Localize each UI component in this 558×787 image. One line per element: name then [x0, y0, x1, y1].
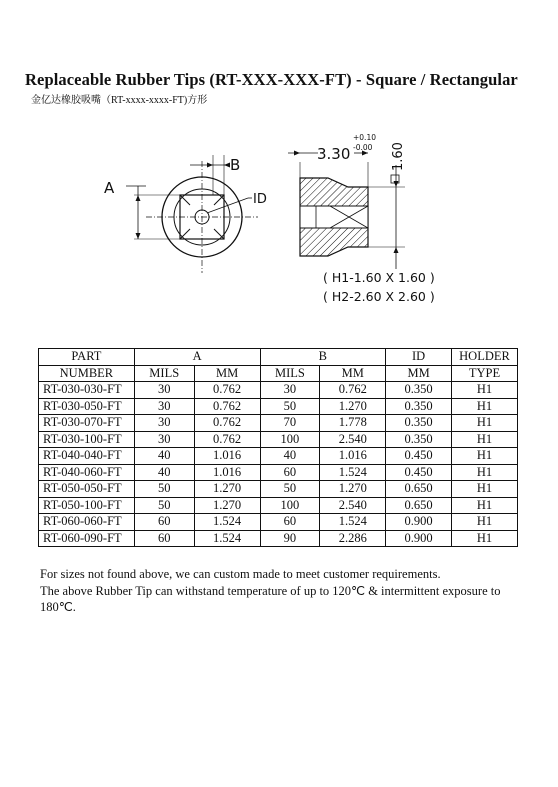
cell-holder-type: H1: [452, 398, 518, 415]
cell-holder-type: H1: [452, 530, 518, 547]
cell-a-mm: 1.270: [194, 481, 260, 498]
cell-b-mm: 1.270: [320, 481, 386, 498]
cell-holder-type: H1: [452, 415, 518, 432]
header-holder: HOLDER: [452, 349, 518, 366]
cell-holder-type: H1: [452, 497, 518, 514]
table-row: [39, 382, 518, 399]
cell-b-mm: 1.778: [320, 415, 386, 432]
table-row: [39, 481, 518, 498]
table-row: [39, 530, 518, 547]
cell-holder-type: H1: [452, 448, 518, 465]
label-id: ID: [253, 192, 267, 207]
tolerance-minus: -0.00: [353, 143, 373, 152]
cell-id-mm: 0.350: [386, 382, 452, 399]
holder-h1: ( H1-1.60 X 1.60 ): [323, 270, 435, 285]
cell-b-mm: 2.540: [320, 497, 386, 514]
header-a: A: [134, 349, 260, 366]
cell-a-mm: 1.016: [194, 448, 260, 465]
cell-b-mm: 2.286: [320, 530, 386, 547]
cell-a-mm: 1.524: [194, 530, 260, 547]
cell-holder-type: H1: [452, 514, 518, 531]
cell-b-mils: 60: [260, 464, 320, 481]
table-subheader-row: [39, 365, 518, 382]
cell-part-number: RT-030-100-FT: [39, 431, 135, 448]
subheader-number: NUMBER: [39, 365, 135, 382]
subheader-a-mm: MM: [194, 365, 260, 382]
subheader-a-mils: MILS: [134, 365, 194, 382]
cell-part-number: RT-040-040-FT: [39, 448, 135, 465]
technical-diagram: [90, 125, 490, 310]
cell-b-mm: 1.524: [320, 514, 386, 531]
cell-id-mm: 0.450: [386, 448, 452, 465]
spec-table: [38, 348, 518, 547]
cell-part-number: RT-030-050-FT: [39, 398, 135, 415]
cell-a-mm: 1.016: [194, 464, 260, 481]
cell-id-mm: 0.900: [386, 514, 452, 531]
square-dimension: 1.60: [391, 142, 406, 171]
table-row: [39, 448, 518, 465]
table-row: [39, 415, 518, 432]
subheader-b-mils: MILS: [260, 365, 320, 382]
cell-id-mm: 0.650: [386, 497, 452, 514]
cell-a-mils: 50: [134, 497, 194, 514]
cell-a-mils: 30: [134, 431, 194, 448]
cell-b-mils: 100: [260, 497, 320, 514]
cell-id-mm: 0.650: [386, 481, 452, 498]
label-b: B: [230, 156, 241, 174]
cell-a-mils: 40: [134, 448, 194, 465]
cell-part-number: RT-030-030-FT: [39, 382, 135, 399]
cell-a-mm: 0.762: [194, 398, 260, 415]
table-body: [39, 382, 518, 547]
cell-a-mils: 30: [134, 398, 194, 415]
subheader-type: TYPE: [452, 365, 518, 382]
header-part: PART: [39, 349, 135, 366]
cell-holder-type: H1: [452, 481, 518, 498]
subheader-b-mm: MM: [320, 365, 386, 382]
cell-b-mils: 70: [260, 415, 320, 432]
cell-b-mm: 1.524: [320, 464, 386, 481]
table-row: [39, 398, 518, 415]
table-row: [39, 497, 518, 514]
cell-part-number: RT-050-050-FT: [39, 481, 135, 498]
cell-b-mm: 1.016: [320, 448, 386, 465]
table-row: [39, 464, 518, 481]
cell-a-mils: 40: [134, 464, 194, 481]
cell-holder-type: H1: [452, 382, 518, 399]
notes: [40, 566, 520, 616]
cell-a-mils: 30: [134, 415, 194, 432]
cell-a-mm: 0.762: [194, 431, 260, 448]
holder-h2: ( H2-2.60 X 2.60 ): [323, 289, 435, 304]
note-temperature: The above Rubber Tip can withstand temperature of up to 120℃ & intermittent exposure to 180℃.: [40, 583, 501, 614]
length-dimension: 3.30: [317, 145, 351, 163]
cell-holder-type: H1: [452, 431, 518, 448]
header-id: ID: [386, 349, 452, 366]
side-view: [288, 151, 405, 270]
cell-a-mils: 60: [134, 514, 194, 531]
cell-b-mils: 30: [260, 382, 320, 399]
cell-id-mm: 0.350: [386, 398, 452, 415]
cell-a-mm: 1.270: [194, 497, 260, 514]
cell-a-mils: 30: [134, 382, 194, 399]
cell-b-mils: 60: [260, 514, 320, 531]
table-row: [39, 431, 518, 448]
cell-b-mils: 90: [260, 530, 320, 547]
tolerance-plus: +0.10: [353, 133, 376, 142]
cell-a-mm: 0.762: [194, 415, 260, 432]
cell-b-mils: 40: [260, 448, 320, 465]
cell-b-mm: 0.762: [320, 382, 386, 399]
cell-a-mm: 1.524: [194, 514, 260, 531]
cell-b-mm: 2.540: [320, 431, 386, 448]
cell-part-number: RT-050-100-FT: [39, 497, 135, 514]
cell-part-number: RT-040-060-FT: [39, 464, 135, 481]
label-a: A: [104, 179, 115, 197]
cell-part-number: RT-060-090-FT: [39, 530, 135, 547]
cell-part-number: RT-030-070-FT: [39, 415, 135, 432]
header-b: B: [260, 349, 386, 366]
table-row: [39, 514, 518, 531]
cell-a-mils: 60: [134, 530, 194, 547]
page-title: Replaceable Rubber Tips (RT-XXX-XXX-FT) - Square / Rectangular: [25, 70, 518, 89]
cell-id-mm: 0.450: [386, 464, 452, 481]
cell-b-mils: 50: [260, 398, 320, 415]
cell-a-mm: 0.762: [194, 382, 260, 399]
table-header-row: [39, 349, 518, 366]
note-custom: For sizes not found above, we can custom made to meet customer requirements.: [40, 567, 441, 581]
cell-holder-type: H1: [452, 464, 518, 481]
cell-b-mm: 1.270: [320, 398, 386, 415]
cell-b-mils: 50: [260, 481, 320, 498]
cell-a-mils: 50: [134, 481, 194, 498]
cell-b-mils: 100: [260, 431, 320, 448]
page-subtitle: 金亿达橡胶吸嘴（RT-xxxx-xxxx-FT)方形: [31, 95, 208, 106]
cell-id-mm: 0.350: [386, 431, 452, 448]
cell-part-number: RT-060-060-FT: [39, 514, 135, 531]
cell-id-mm: 0.900: [386, 530, 452, 547]
subheader-id-mm: MM: [386, 365, 452, 382]
cell-id-mm: 0.350: [386, 415, 452, 432]
